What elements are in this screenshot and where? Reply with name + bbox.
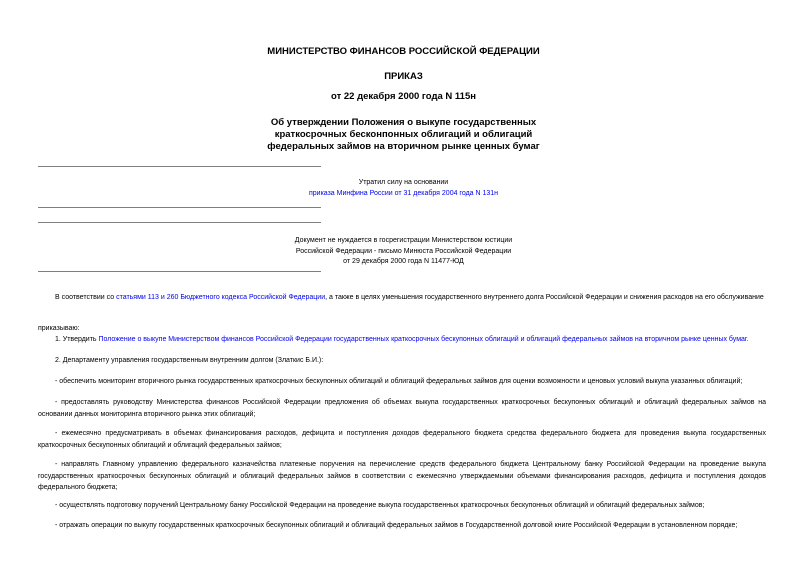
bullet-paragraph: - предоставлять руководству Министерства финансов Российской Федерации предложения об объемах выкупа государственных краткосрочных бескупонных облигаций и облигаций федеральных займов на основании данных мониторинга вторичного рынка этих облигаций; [38,399,766,418]
date-number-heading: от 22 декабря 2000 года N 115н [331,91,476,102]
divider [38,271,321,272]
registration-note-line: от 29 декабря 2000 года N 11477-ЮД [343,258,464,265]
repealing-order-link[interactable]: приказа Минфина России от 31 декабря 2004 года N 131н [308,189,499,197]
intro-text: В соответствии со [55,294,117,301]
repealed-note-text: Утратил силу на основании [358,179,449,186]
document-title-line: Об утверждении Положения о выкупе государственных [270,117,537,128]
repealed-note [180,178,627,199]
document-title-line: краткосрочных бесконпонных облигаций и облигаций [274,129,533,140]
document-title-line: федеральных займов на вторичном рынке ценных бумаг [267,141,540,152]
divider [38,222,321,223]
order-word: приказываю: [38,325,80,332]
budget-code-link[interactable]: статьями 113 и 260 Бюджетного кодекса Российской Федерации [116,294,326,301]
bullet-paragraph: - отражать операции по выкупу государственных краткосрочных бескупонных облигаций и облигаций федеральных займов в Государственной долговой книге Российской Федерации в установленном порядке; [55,522,738,529]
registration-note-line: Документ не нуждается в госрегистрации Министерством юстиции [294,237,513,244]
divider [38,207,321,208]
item-1-text: 1. Утвердить [55,336,99,343]
regulation-link[interactable]: Положение о выкупе Министерством финансов Российской Федерации государственных краткосрочных бескупонных облигаций и облигаций федеральных займов на вторичном рынке ценных бумаг. [98,336,749,343]
registration-note-line: Российской Федерации - письмо Минюста Российской Федерации [295,247,512,255]
document-title [0,117,807,153]
ministry-heading: МИНИСТЕРСТВО ФИНАНСОВ РОССИЙСКОЙ ФЕДЕРАЦИИ [267,46,540,57]
registration-note [180,236,627,268]
bullet-paragraph: - осуществлять подготовку поручений Центральному банку Российской Федерации на проведение выкупа государственных краткосрочных бескупонных облигаций и облигаций федеральных займов; [55,502,705,509]
item-2-paragraph: 2. Департаменту управления государственным внутренним долгом (Златкис Б.И.): [55,357,324,364]
bullet-paragraph: - направлять Главному управлению федерального казначейства платежные поручения на перечисление средств федерального бюджета Центральному банку Российской Федерации на проведение выкупа государственных краткосрочных бескупонных облигаций и облигаций федеральных займов в соответствии с ежемесячно утверждаемыми объемами финансирования расходов, дефицита и поступления доходов федерального бюджета; [38,461,766,491]
item-1-paragraph [38,334,766,346]
intro-paragraph [38,292,766,304]
divider [38,166,321,167]
bullet-paragraph: - обеспечить мониторинг вторичного рынка государственных краткосрочных бескупонных облигаций и облигаций федеральных займов для оценки возможности и ценовых условий выкупа указанных облигаций; [55,378,743,385]
intro-text: , а также в целях уменьшения государственного внутреннего долга Российской Федерации и снижения расходов на его обслуживание [325,294,764,301]
document-type-heading: ПРИКАЗ [384,71,423,82]
bullet-paragraph: - ежемесячно предусматривать в объемах финансирования расходов, дефицита и поступления доходов федерального бюджета средства федерального бюджета для проведения выкупа государственных краткосрочных бескупонных облигаций и облигаций федеральных займов; [38,430,766,449]
